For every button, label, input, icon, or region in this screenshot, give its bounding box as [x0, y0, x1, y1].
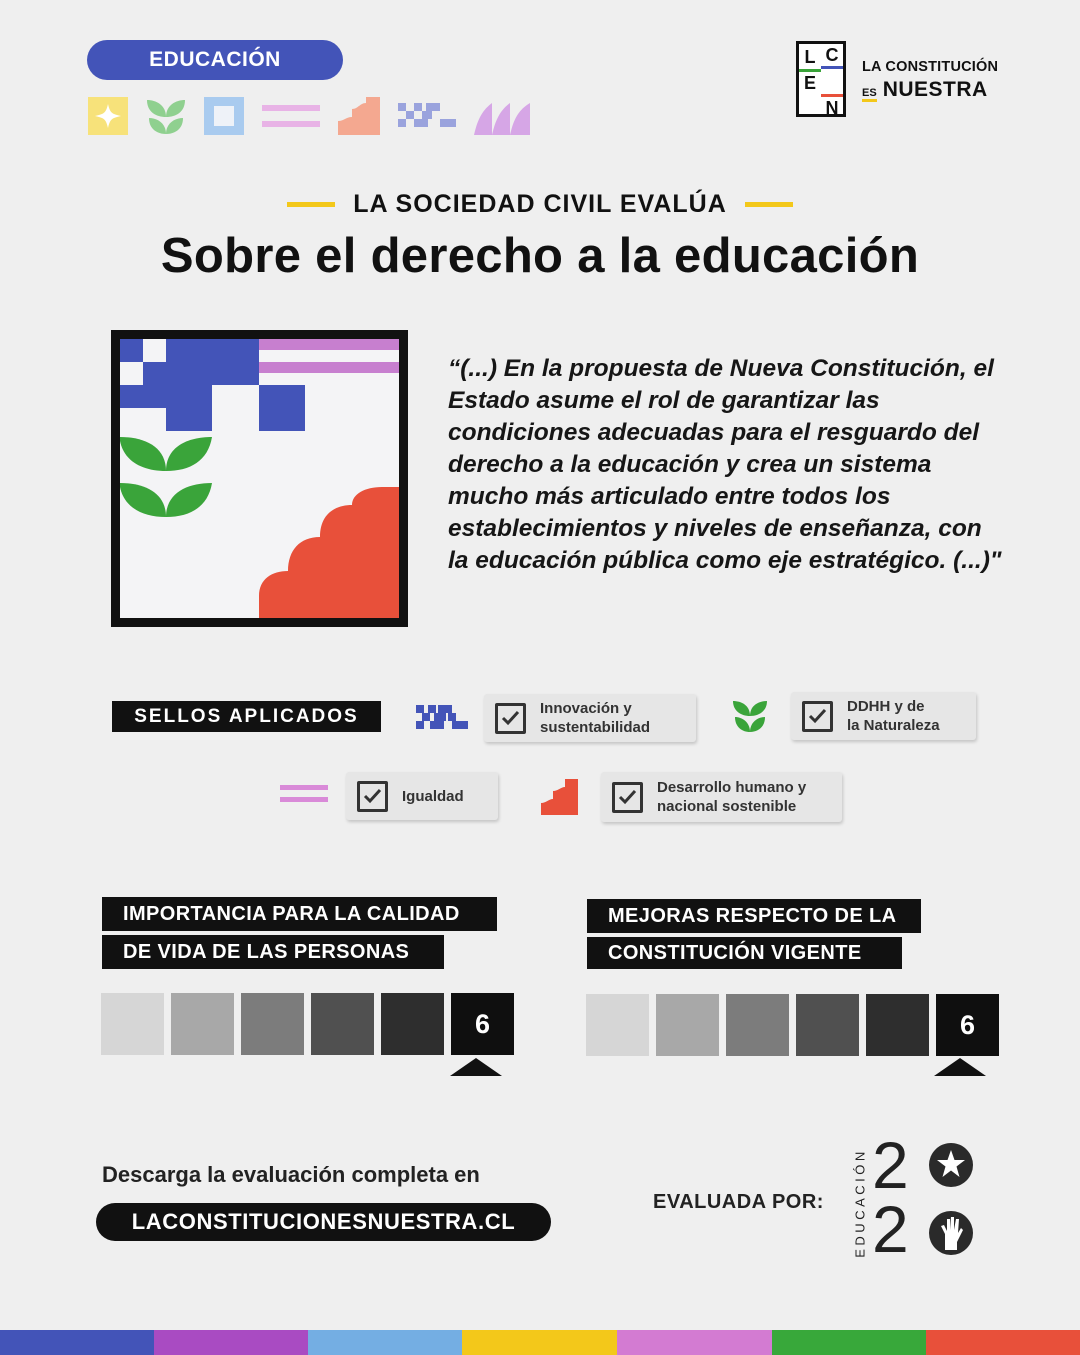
kicker-bar-right: [745, 202, 793, 207]
logo-wordmark: [862, 60, 998, 102]
color-stripe-segment: [617, 1330, 772, 1355]
logo-digit: 2: [872, 1128, 909, 1202]
sprout-icon: [146, 97, 186, 135]
website-link[interactable]: LACONSTITUCIONESNUESTRA.CL: [96, 1203, 551, 1241]
education-illustration: [111, 330, 408, 627]
color-stripe-segment: [0, 1330, 154, 1355]
educacion-2020-logo: [872, 1128, 978, 1266]
logo-line2: NUESTRA: [882, 77, 988, 101]
scale-step: [241, 993, 304, 1055]
kicker: [0, 190, 1080, 219]
lcen-logo: [796, 41, 846, 117]
checkbox-checked-icon: [802, 701, 833, 732]
educacion-2020-vertical: [850, 1144, 870, 1262]
rating-title-line: MEJORAS RESPECTO DE LA: [587, 899, 921, 933]
color-stripe-segment: [308, 1330, 462, 1355]
scale-step: [381, 993, 444, 1055]
scale-step: [586, 994, 649, 1056]
scale-selected: [451, 993, 514, 1055]
sellos-label: SELLOS APLICADOS: [112, 701, 381, 732]
quote-text: “(...) En la propuesta de Nueva Constitución, el Estado asume el rol de garantizar las condiciones adecuadas para el resguardo del derecho a la educación y crea un sistema mucho más articulado entre todos los establecimientos y niveles de enseñanza, con la educación pública como eje estratégico. (...)": [448, 355, 1002, 574]
scale-step: [866, 994, 929, 1056]
steps-icon: [338, 97, 380, 135]
color-stripe-segment: [926, 1330, 1080, 1355]
pixel-icon: [416, 705, 468, 729]
waves-icon: [474, 97, 530, 135]
raised-hand-icon: [928, 1210, 974, 1256]
logo-es: ES: [862, 88, 877, 102]
scale-step: [101, 993, 164, 1055]
lines-icon: [262, 97, 320, 135]
checkbox-checked-icon: [612, 782, 643, 813]
sello-label: Innovación y: [540, 700, 632, 717]
pointer-triangle-icon: [934, 1058, 986, 1076]
sello-label: DDHH y de: [847, 698, 925, 715]
org-vertical-text: EDUCACIÓN: [852, 1148, 868, 1258]
page-title: Sobre el derecho a la educación: [160, 229, 920, 283]
scale-step: [656, 994, 719, 1056]
kicker-bar-left: [287, 202, 335, 207]
scale-step: [311, 993, 374, 1055]
rating-title-line: IMPORTANCIA PARA LA CALIDAD: [102, 897, 497, 931]
download-text: Descarga la evaluación completa en: [102, 1162, 480, 1187]
sello-chip: [601, 772, 842, 822]
lines-icon: [280, 784, 328, 804]
logo-letter: L: [804, 46, 816, 67]
sello-chip: [346, 772, 498, 820]
sello-label: Desarrollo humano y: [657, 779, 807, 796]
sprout-icon: [732, 699, 768, 733]
sello-chip: [791, 692, 976, 740]
sello-chip: [484, 694, 696, 742]
logo-letter: E: [799, 69, 821, 94]
kicker-text: LA SOCIEDAD CIVIL EVALÚA: [353, 190, 727, 218]
rating-title-line: DE VIDA DE LAS PERSONAS: [102, 935, 444, 969]
square-icon: [204, 97, 244, 135]
color-stripe-segment: [462, 1330, 617, 1355]
scale-step: [726, 994, 789, 1056]
sparkle-icon: [88, 97, 128, 135]
evaluated-by-label: EVALUADA POR:: [653, 1191, 824, 1213]
glyph-row: [88, 96, 530, 136]
rating-value: 6: [474, 1008, 491, 1039]
checkbox-checked-icon: [357, 781, 388, 812]
pixel-icon: [398, 97, 456, 135]
rating-title-line: CONSTITUCIÓN VIGENTE: [587, 937, 902, 969]
sello-label: nacional sostenible: [657, 798, 797, 815]
star-circle-icon: [928, 1142, 974, 1188]
sello-label: sustentabilidad: [540, 719, 651, 736]
scale-selected: [936, 994, 999, 1056]
logo-line1: LA CONSTITUCIÓN: [862, 59, 999, 75]
scale-step: [171, 993, 234, 1055]
category-pill: EDUCACIÓN: [87, 40, 343, 80]
rating-scale: [586, 994, 999, 1056]
scale-step: [796, 994, 859, 1056]
sello-label: Igualdad: [402, 787, 464, 805]
logo-letter: N: [821, 94, 843, 119]
checkbox-checked-icon: [495, 703, 526, 734]
logo-letter: C: [821, 44, 843, 69]
pointer-triangle-icon: [450, 1058, 502, 1076]
color-stripe-segment: [772, 1330, 926, 1355]
rating-scale: [101, 993, 514, 1055]
color-stripe-segment: [154, 1330, 308, 1355]
steps-icon: [541, 779, 578, 815]
logo-digit: 2: [872, 1192, 909, 1266]
sello-label: la Naturaleza: [847, 717, 940, 734]
rating-value: 6: [959, 1009, 976, 1040]
